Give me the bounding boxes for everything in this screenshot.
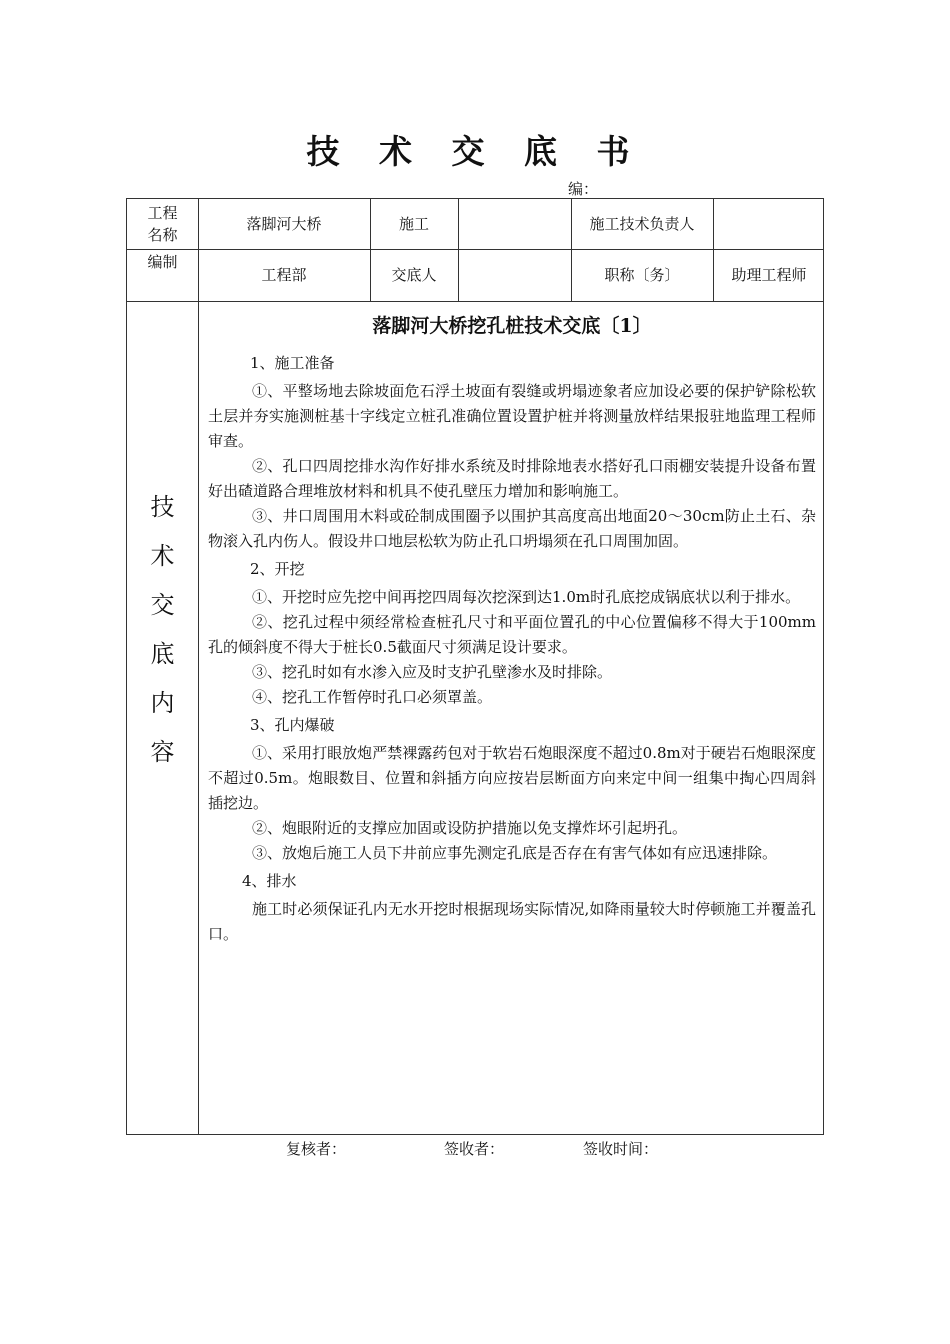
side-label-char: 术 bbox=[150, 542, 175, 570]
job-title-value: 助理工程师 bbox=[731, 266, 807, 284]
compiled-value: 工程部 bbox=[261, 266, 307, 284]
editor-label: 编： bbox=[568, 180, 599, 198]
tech-lead-label: 施工技术负责人 bbox=[589, 215, 695, 233]
disclosure-table bbox=[126, 198, 824, 1135]
section-paragraph: ①、开挖时应先挖中间再挖四周每次挖深到达1.0m时孔底挖成锅底状以利于排水。 bbox=[252, 588, 801, 606]
compiled-label: 编制 bbox=[147, 253, 178, 271]
section-title: 3、孔内爆破 bbox=[250, 716, 335, 734]
side-label-char: 交 bbox=[150, 591, 175, 619]
project-name-label-line2: 名称 bbox=[147, 226, 178, 244]
section-paragraph: 施工时必须保证孔内无水开挖时根据现场实际情况,如降雨量较大时停顿施工并覆盖孔口。 bbox=[208, 900, 816, 943]
section-paragraph: ②、挖孔过程中须经常检查桩孔尺寸和平面位置孔的中心位置偏移不得大于100mm孔的倾斜度不得大于桩长0.5截面尺寸须满足设计要求。 bbox=[208, 613, 816, 656]
content-heading: 落脚河大桥挖孔桩技术交底〔1〕 bbox=[372, 315, 652, 337]
project-name-value: 落脚河大桥 bbox=[246, 215, 322, 233]
section-paragraph: ②、炮眼附近的支撑应加固或设防护措施以免支撑炸坏引起坍孔。 bbox=[252, 819, 688, 837]
table-row-divider bbox=[127, 301, 823, 302]
project-name-label bbox=[127, 199, 198, 249]
construction-value bbox=[458, 199, 571, 249]
section-paragraph: ②、孔口四周挖排水沟作好排水系统及时排除地表水搭好孔口雨棚安装提升设备布置好出碴道路合理堆放材料和机具不使孔壁压力增加和影响施工。 bbox=[208, 457, 816, 500]
construction-label: 施工 bbox=[398, 215, 429, 233]
discloser-label: 交底人 bbox=[391, 266, 437, 284]
section-paragraph: ③、井口周围用木料或砼制成围圈予以围护其高度高出地面20～30cm防止土石、杂物滚入孔内伤人。假设井口地层松软为防止孔口坍塌须在孔口周围加固。 bbox=[208, 507, 816, 550]
section-paragraph: ①、采用打眼放炮严禁裸露药包对于软岩石炮眼深度不超过0.8m对于硬岩石炮眼深度不超过0.5m。炮眼数目、位置和斜插方向应按岩层断面方向来定中间一组集中掏心四周斜插挖边。 bbox=[208, 744, 816, 812]
receive-time-label: 签收时间： bbox=[583, 1140, 659, 1158]
document-title: 技 术 交 底 书 bbox=[306, 132, 644, 171]
tech-lead-value bbox=[713, 199, 825, 249]
side-label-char: 技 bbox=[150, 493, 175, 521]
disclosure-content bbox=[208, 303, 816, 947]
side-label-char: 底 bbox=[150, 640, 175, 668]
section-title: 1、施工准备 bbox=[250, 354, 335, 372]
section-paragraph: ③、挖孔时如有水渗入应及时支护孔壁渗水及时排除。 bbox=[252, 663, 613, 681]
receiver-label: 签收者： bbox=[444, 1140, 505, 1158]
table-col-divider bbox=[198, 199, 199, 1134]
discloser-value bbox=[458, 249, 571, 301]
section-paragraph: ③、放炮后施工人员下井前应事先测定孔底是否存在有害气体如有应迅速排除。 bbox=[252, 844, 778, 862]
section-paragraph: ①、平整场地去除坡面危石浮土坡面有裂缝或坍塌迹象者应加设必要的保护铲除松软土层并夯实施测桩基十字线定立桩孔准确位置设置护桩并将测量放样结果报驻地监理工程师审查。 bbox=[208, 382, 816, 450]
job-title-label: 职称〔务〕 bbox=[604, 266, 680, 284]
content-side-label bbox=[127, 303, 198, 1134]
section-title: 2、开挖 bbox=[250, 560, 305, 578]
section-title: 4、排水 bbox=[242, 872, 297, 890]
side-label-char: 容 bbox=[150, 738, 175, 766]
side-label-char: 内 bbox=[150, 689, 175, 717]
reviewer-label: 复核者： bbox=[286, 1140, 347, 1158]
project-name-label-line1: 工程 bbox=[147, 204, 178, 222]
section-paragraph: ④、挖孔工作暂停时孔口必须罩盖。 bbox=[252, 688, 493, 706]
